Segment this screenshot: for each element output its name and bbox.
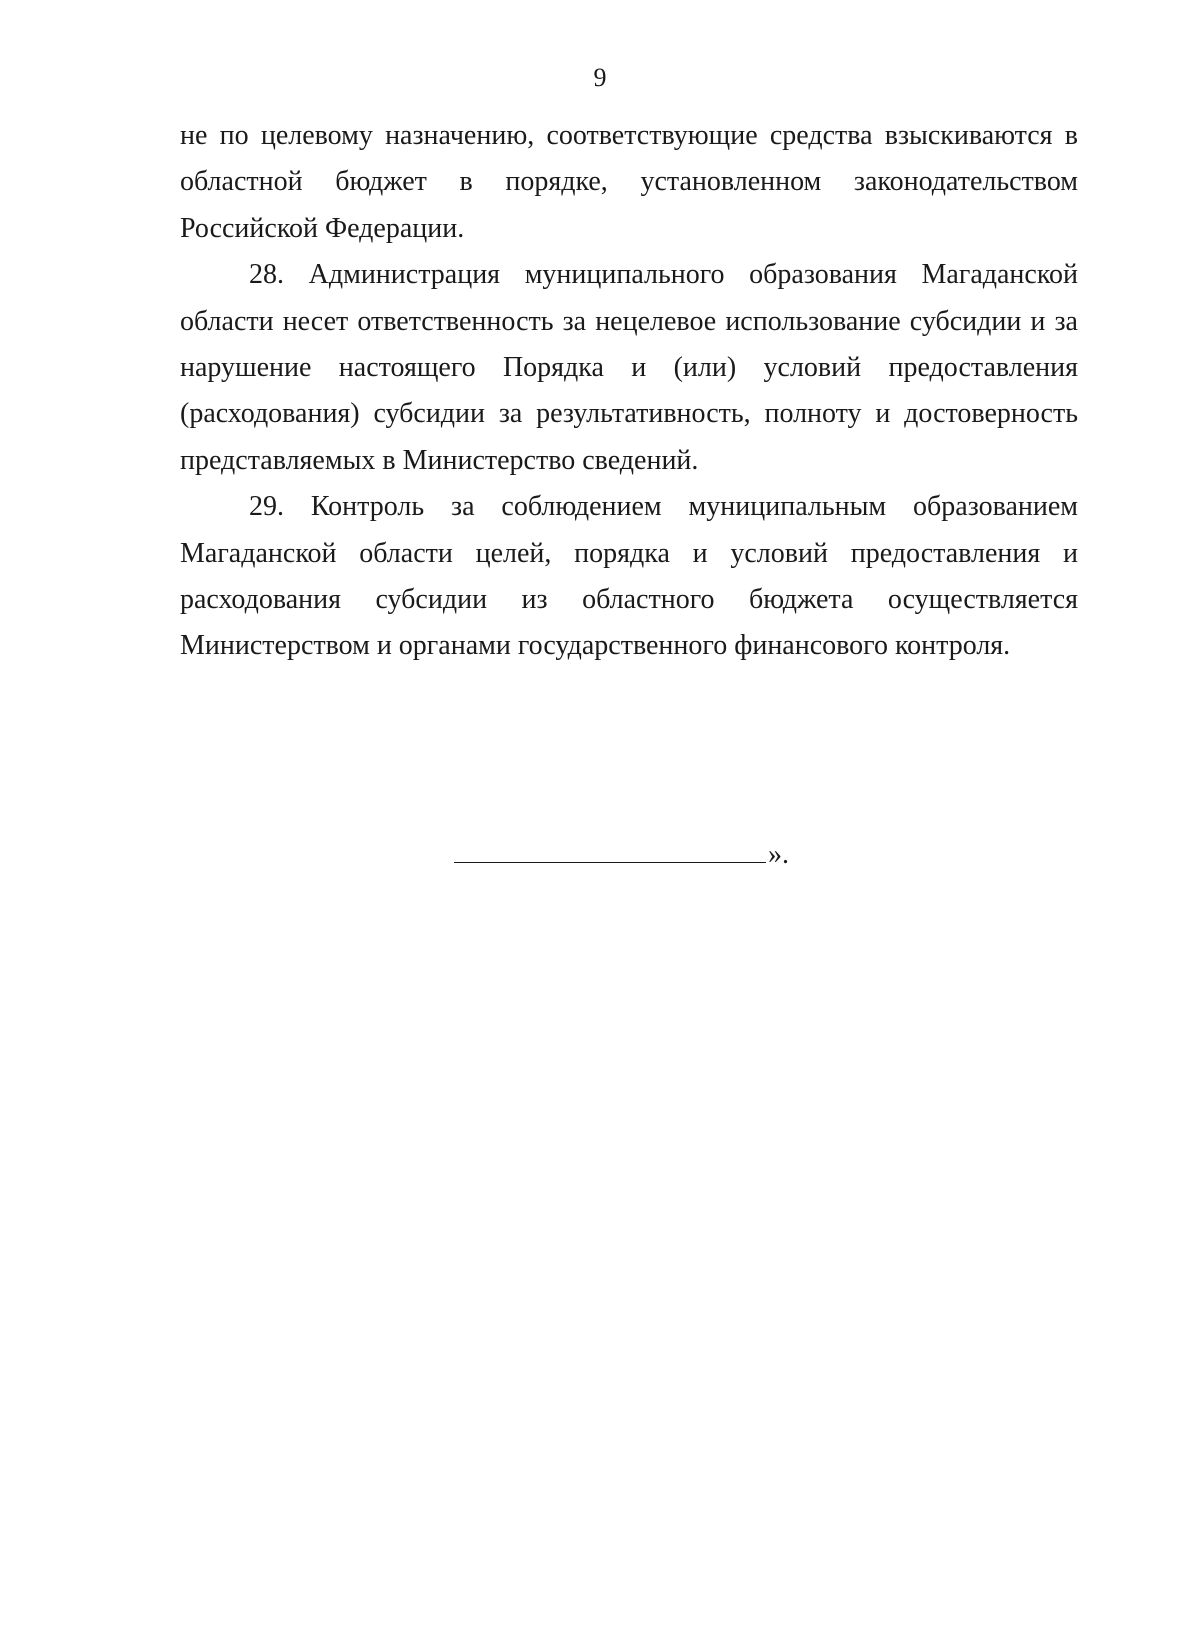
paragraph-continuation: не по целевому назначению, соответствующие средства взыскиваются в областной бюджет в порядке, установленном законодательством Российской Федерации. (180, 120, 1078, 244)
closing-line (454, 838, 789, 872)
paragraph-29: 29. Контроль за соблюдением муниципальным образованием Магаданской области целей, порядка и условий предоставления и расходования субсидии из областного бюджета осуществляется Министерством и органами государственного финансового контроля. (180, 491, 1078, 662)
paragraph-28: 28. Администрация муниципального образования Магаданской области несет ответственность за нецелевое использование субсидии и за нарушение настоящего Порядка и (или) условий предоставления (расходования) субсидии за результативность, полноту и достоверность представляемых в Министерство сведений. (180, 259, 1078, 476)
closing-rule (454, 862, 766, 863)
closing-quote-mark: ». (768, 839, 789, 870)
page-number: 9 (593, 63, 607, 92)
document-body (180, 113, 1078, 670)
